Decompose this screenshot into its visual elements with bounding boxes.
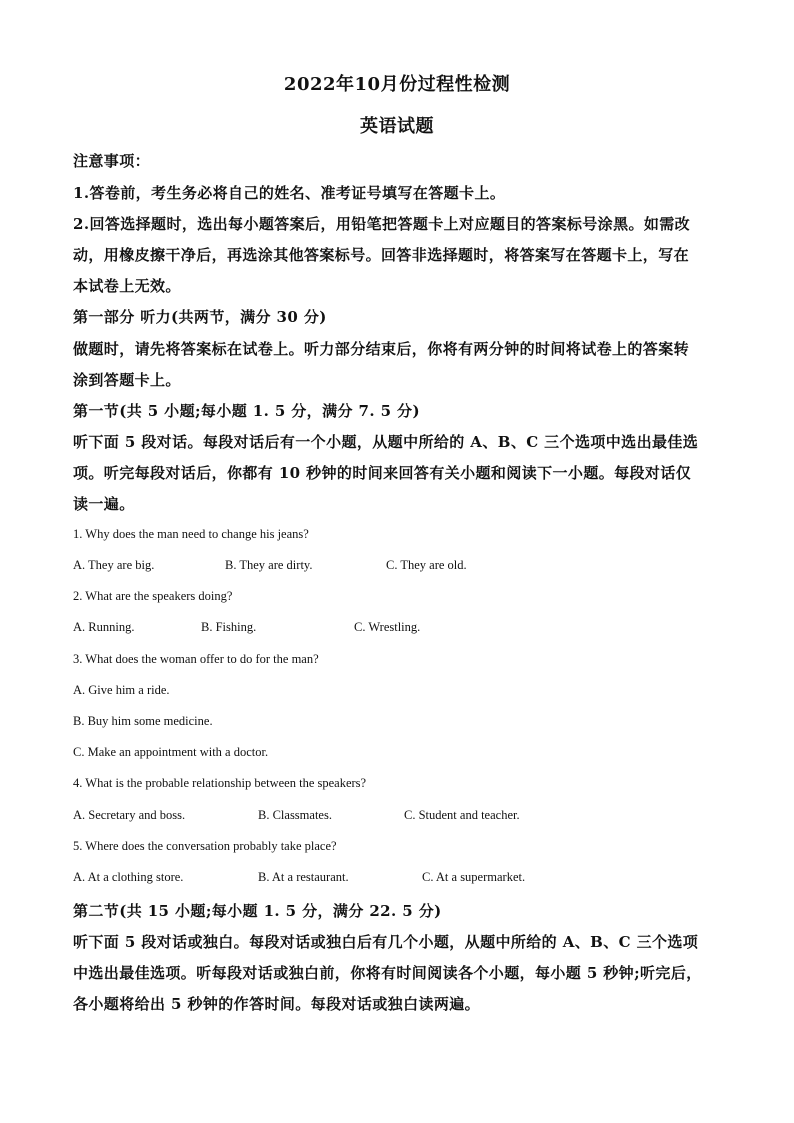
part1-instruction-line-2: 涂到答题卡上。: [73, 371, 181, 389]
section2-heading: 第二节(共 15 小题;每小题 1. 5 分，满分 22. 5 分): [73, 902, 442, 920]
notice-item-2-line-3: 本试卷上无效。: [73, 277, 181, 295]
question-stem: 2. What are the speakers doing?: [73, 589, 233, 603]
question-stem: 1. Why does the man need to change his jeans?: [73, 527, 309, 541]
notice-item-1: 1.答卷前，考生务必将自己的姓名、准考证号填写在答题卡上。: [73, 184, 506, 202]
notice-item-2-line-1: 2.回答选择题时，选出每小题答案后，用铅笔把答题卡上对应题目的答案标号涂黑。如需改: [73, 215, 691, 233]
option-b: B. Classmates.: [258, 808, 332, 822]
option-c: C. Make an appointment with a doctor.: [73, 745, 269, 759]
option-a: A. They are big.: [73, 558, 155, 572]
part1-heading: 第一部分 听力(共两节，满分 30 分): [73, 308, 327, 326]
notice-item-2-line-2: 动，用橡皮擦干净后，再选涂其他答案标号。回答非选择题时，将答案写在答题卡上，写在: [73, 246, 690, 264]
section2-instruction-line-3: 各小题将给出 5 秒钟的作答时间。每段对话或独白读两遍。: [73, 995, 481, 1013]
option-b: B. Fishing.: [201, 620, 257, 634]
part1-instruction-line-1: 做题时，请先将答案标在试卷上。听力部分结束后，你将有两分钟的时间将试卷上的答案转: [73, 340, 690, 358]
option-a: A. At a clothing store.: [73, 870, 184, 884]
question-stem: 5. Where does the conversation probably take place?: [73, 839, 337, 853]
option-c: C. They are old.: [386, 558, 467, 572]
exam-subtitle: 英语试题: [360, 116, 434, 137]
exam-title: 2022年10月份过程性检测: [283, 74, 511, 95]
section2-instruction-line-1: 听下面 5 段对话或独白。每段对话或独白后有几个小题，从题中所给的 A、B、C 三个选项: [73, 933, 699, 951]
section2-instruction-line-2: 中选出最佳选项。听每段对话或独白前，你将有时间阅读各个小题，每小题 5 秒钟;听完后，: [73, 964, 702, 982]
option-a: A. Give him a ride.: [73, 683, 170, 697]
option-b: B. At a restaurant.: [258, 870, 349, 884]
section1-instruction-line-3: 读一遍。: [73, 495, 135, 513]
option-c: C. Wrestling.: [354, 620, 421, 634]
section1-instruction-line-1: 听下面 5 段对话。每段对话后有一个小题，从题中所给的 A、B、C 三个选项中选出最佳选: [73, 433, 699, 451]
question-stem: 3. What does the woman offer to do for the man?: [73, 652, 319, 666]
notice-heading: 注意事项：: [73, 152, 151, 170]
section1-instruction-line-2: 项。听完每段对话后，你都有 10 秒钟的时间来回答有关小题和阅读下一小题。每段对话仅: [73, 464, 692, 482]
option-a: A. Secretary and boss.: [73, 808, 186, 822]
option-c: C. At a supermarket.: [422, 870, 526, 884]
option-b: B. They are dirty.: [225, 558, 313, 572]
question-stem: 4. What is the probable relationship between the speakers?: [73, 776, 367, 790]
option-b: B. Buy him some medicine.: [73, 714, 213, 728]
option-c: C. Student and teacher.: [404, 808, 520, 822]
section1-heading: 第一节(共 5 小题;每小题 1. 5 分，满分 7. 5 分): [73, 402, 420, 420]
option-a: A. Running.: [73, 620, 135, 634]
